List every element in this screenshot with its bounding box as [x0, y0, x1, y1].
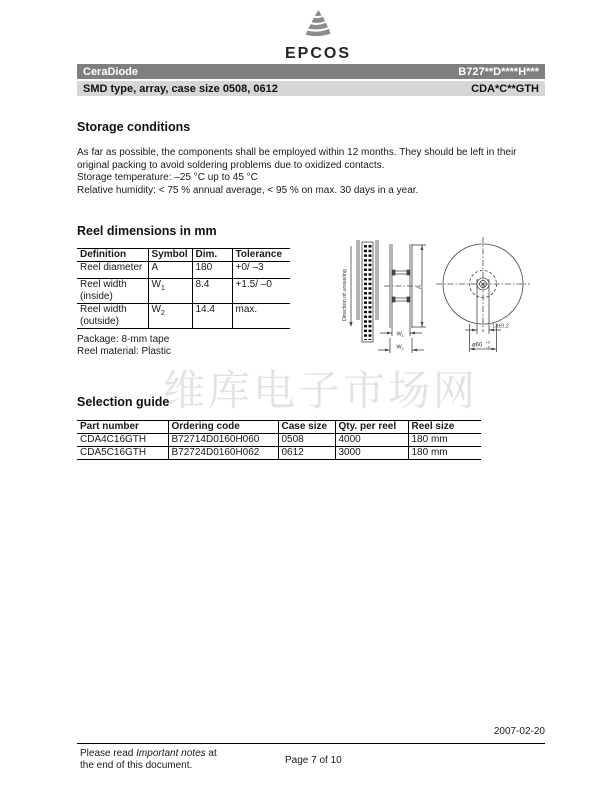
dim-w2-sub: 2 [401, 346, 404, 351]
revision-date: 2007-02-20 [493, 726, 545, 737]
table-cell: A [148, 262, 192, 279]
table-cell: B72714D0160H060 [168, 434, 278, 447]
table-cell: 4000 [335, 434, 408, 447]
dim-hub-label: 13±0,2 [492, 323, 509, 330]
table-cell: 180 [192, 262, 232, 279]
reel-drawing [340, 232, 550, 367]
table-cell: max. [235, 304, 258, 315]
material-note: Reel material: Plastic [77, 346, 171, 357]
dim-w1-label: W [396, 331, 402, 338]
table-cell: 0508 [278, 434, 335, 447]
table-row [77, 262, 290, 279]
table-cell: 3000 [335, 447, 408, 460]
dim-w2-label: W [396, 344, 402, 351]
direction-of-unreeling-label: Direction of unreeling [342, 269, 348, 321]
table-row [77, 447, 481, 460]
product-family: CeraDiode [83, 65, 139, 78]
table-cell: 14.4 [192, 304, 232, 329]
epcos-logo-text: EPCOS [284, 45, 351, 62]
dim-a-label: A [417, 284, 423, 289]
table-cell: B72724D0160H062 [168, 447, 278, 460]
table-row [77, 434, 481, 447]
selection-guide-table [77, 420, 481, 460]
column-header: Tolerance [235, 249, 282, 260]
footer-note-line2: the end of this document. [80, 760, 193, 771]
footer-note-line1: Please read Important notes at [80, 748, 217, 759]
table-header-row [77, 249, 290, 262]
column-header: Qty. per reel [335, 421, 408, 434]
dim-bore-label: ø60 [472, 342, 483, 349]
table-cell: +1.5/ –0 [235, 279, 272, 290]
reel-heading: Reel dimensions in mm [77, 224, 217, 238]
table-cell: $W_2$ [148, 304, 192, 329]
type-code: CDA*C**GTH [471, 82, 539, 95]
package-note: Package: 8-mm tape [77, 334, 170, 345]
table-cell: 180 mm [411, 434, 448, 445]
footer-rule [77, 743, 545, 744]
selection-heading: Selection guide [77, 395, 170, 409]
reel-cross-section [384, 244, 418, 328]
column-header: Dim. [192, 249, 232, 262]
page-number: Page 7 of 10 [285, 755, 342, 766]
series-code: B727**D****H*** [458, 65, 539, 78]
dim-bore-tol-minus: –0 [485, 344, 490, 350]
column-header: Ordering code [168, 421, 278, 434]
column-header: Definition [77, 249, 148, 262]
storage-heading: Storage conditions [77, 120, 191, 134]
epcos-logo [276, 9, 360, 63]
product-subtitle: SMD type, array, case size 0508, 0612 [83, 82, 278, 95]
storage-paragraph [77, 147, 551, 197]
subtitle-bar [77, 81, 545, 96]
footer-note [80, 748, 217, 772]
column-header: Symbol [148, 249, 192, 262]
storage-temperature: Storage temperature: –25 °C up to 45 °C [77, 172, 258, 183]
table-cell: Reel diameter [77, 262, 148, 279]
storage-humidity: Relative humidity: < 75 % annual average, < 95 % on max. 30 days in a year. [77, 184, 419, 196]
dim-w1-sub: 1 [401, 333, 404, 338]
reel-front-view [436, 237, 530, 332]
column-header: Reel size [411, 421, 455, 432]
table-cell: 8.4 [192, 279, 232, 304]
epcos-pyramid-icon [298, 9, 338, 39]
table-cell: 180 mm [411, 447, 448, 458]
reel-dimensions-table [77, 248, 290, 329]
watermark-text: 维库电子市场网 [163, 366, 479, 415]
table-cell: 0612 [278, 447, 335, 460]
table-cell: $W_1$ [148, 279, 192, 304]
column-header: Case size [278, 421, 335, 434]
table-cell: Reel width (inside) [77, 279, 148, 304]
table-cell: +0/ –3 [235, 262, 264, 273]
table-cell: CDA5C16GTH [77, 447, 168, 460]
table-cell: Reel width (outside) [77, 304, 148, 329]
tape-side-view [349, 240, 378, 342]
dim-bore-tol-plus: +2 [485, 339, 491, 345]
table-row [77, 304, 290, 329]
storage-paragraph-text: As far as possible, the components shall be employed within 12 months. They should be left in their original packing to avoid soldering problems due to oxidized contacts. [77, 147, 517, 171]
title-bar [77, 64, 545, 79]
table-cell: CDA4C16GTH [77, 434, 168, 447]
column-header: Part number [77, 421, 168, 434]
table-header-row [77, 421, 481, 434]
table-row [77, 279, 290, 304]
